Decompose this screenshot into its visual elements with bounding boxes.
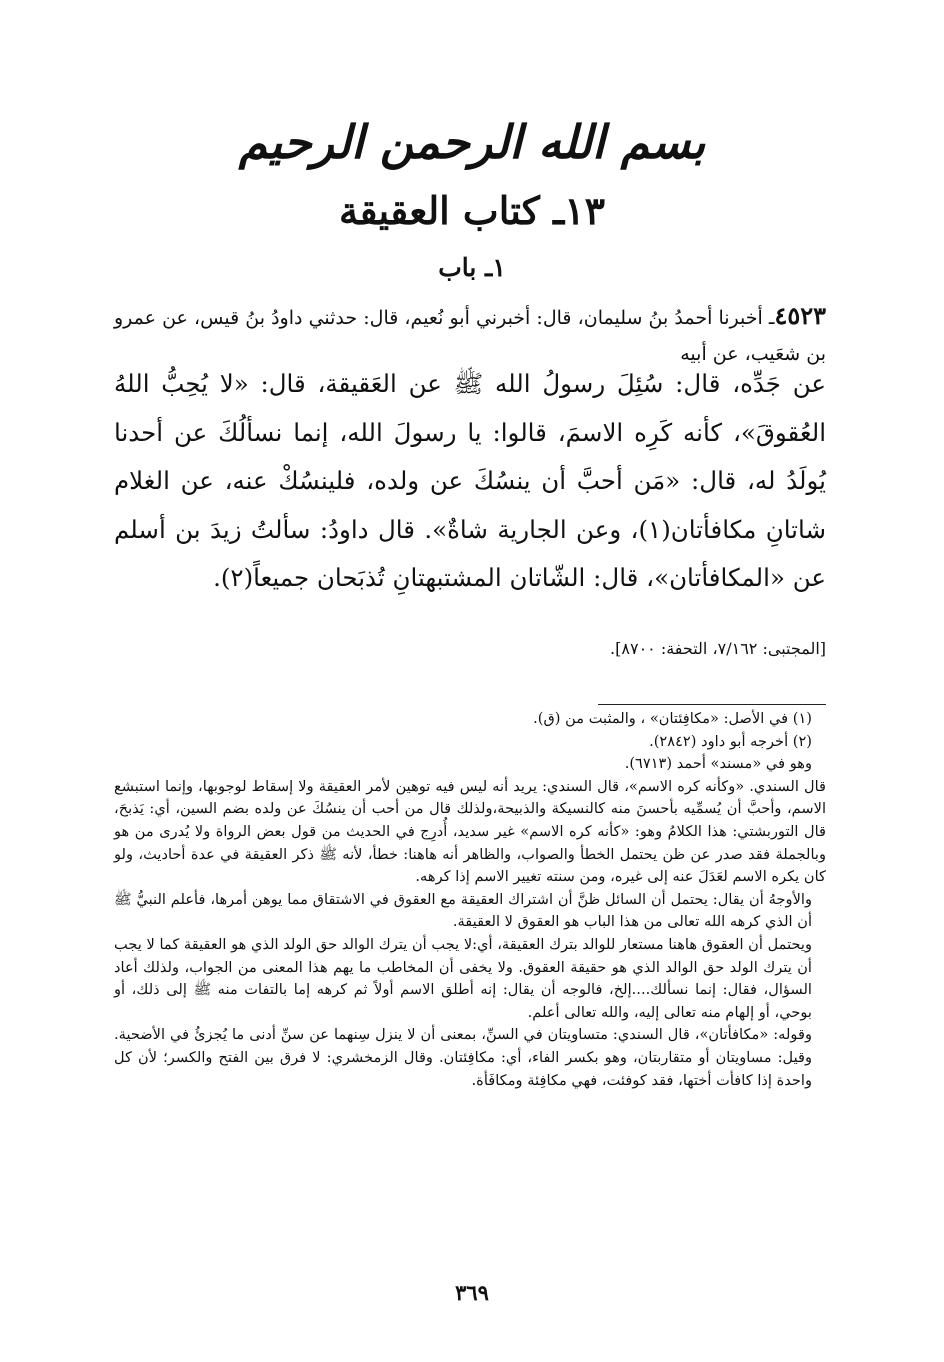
footnote-divider xyxy=(598,704,826,705)
footnote-commentary-2: والأوجهُ أن يقال: يحتمل أن السائل ظنَّ أن اشتراك العقيقة مع العقوق في الاشتقاق مما يوهن أمرها، فأعلم النبيُّ ﷺ أن الذي كرهه الله تعالى من هذا الباب هو العقوق لا العقيقة. xyxy=(114,890,812,931)
footnote-commentary-3: ويحتمل أن العقوق هاهنا مستعار للوالد بترك العقيقة، أي:لا يجب أن يترك الوالد حق الولد الذي هو العقيقة كما لا يجب أن يترك الولد حق الوالد الذي هو حقيقة العقوق. ولا يخفى أن المخاطب ما يهم هذا المعنى من الجواب، ولذلك أعاد السؤال، فقال: إنما نسألك....إلخ، فالوجه أن يقال: إنه أطلق الاسم أولاً ثم كرهه إما بالتفات منه ﷺ إلى ذلك، أو بوحي، أو إلهام منه تعالى إليه، والله تعالى أعلم. xyxy=(114,935,812,1021)
hadith-matn: عن جَدِّه، قال: سُئِلَ رسولُ الله ﷺ عن العَقيقة، قال: «لا يُحِبُّ اللهُ العُقوقَ»، كأنه كَرِه الاسمَ، قالوا: يا رسولَ الله، إنما نسألُكَ عن أحدنا يُولَدُ له، قال: «مَن أحبَّ أن ينسُكَ عن ولده، فلينسُكْ عنه، عن الغلام شاتانِ مكافأتان(١)، وعن الجارية شاةٌ». قال داودُ: سألتُ زيدَ بن أسلم عن «المكافأتان»، قال: الشّاتان المشتبهتانِ تُذبَحان جميعاً(٢). xyxy=(114,369,826,593)
hadith-isnad-text: ـ أخبرنا أحمدُ بنُ سليمان، قال: أخبرني أبو نُعيم، قال: حدثني داودُ بنُ قيس، عن عمرو بن شعَيب، عن أبيه xyxy=(114,307,826,365)
footnote-commentary-1: قال السندي. «وكأنه كره الاسم»، قال السندي: يريد أنه ليس فيه توهين لأمر العقيقة ولا إسقاط لوجوبها، وإنما استبشع الاسم، وأحبَّ أن يُسمِّيه بأحسنَ منه كالنسيكة والذبيحة،ولذلك قال من أحب أن ينسُكَ عن ولده بضم السين، أي: يَذبحَ، قال التوربشتي: هذا الكلامُ وهو: «كأنه كره الاسم» غير سديد، أُدرِج في الحديث من قول بعض الرواة ولا يُدرى من هو وبالجملة فقد صدر عن ظن يحتمل الخطأ والصواب، والظاهر أنه هاهنا: خطأ، لأنه ﷺ ذكر العقيقة في عدة أحاديث، ولو كان يكره الاسم لعَدَلَ عنه إلى غيره، ومن سنته تغيير الاسم إذا كرهه. xyxy=(114,777,826,886)
hadith-reference: [المجتبى: ٧/١٦٢، التحفة: ٨٧٠٠]. xyxy=(610,639,826,658)
footnote-2: (٢) أخرجه أبو داود (٢٨٤٢). xyxy=(649,732,812,750)
book-title: ١٣ـ كتاب العقيقة xyxy=(338,188,606,233)
basmala-calligraphy: بسم الله الرحمن الرحيم xyxy=(238,115,706,169)
chapter-title: ١ـ باب xyxy=(438,253,506,282)
footnotes xyxy=(114,708,826,1092)
footnote-1: (١) في الأصل: «مكافِئتان» ، والمثبت من (ق). xyxy=(533,710,812,727)
page-number: ٣٦٩ xyxy=(455,1280,489,1305)
hadith-number: ٤٥٢٣ xyxy=(774,301,826,330)
footnote-commentary-4: وقوله: «مكافأتان»، قال السندي: متساويتان في السنِّ، بمعنى أن لا ينزل سِنهما عن سنِّ أدنى ما يُجزئُ في الأضحية. وقيل: مساويتان أو متقاربتان، وهو بكسر الفاء، أي: مكافِئتان. وقال الزمخشري: لا فرق بين الفتح والكسر؛ لأن كل واحدة إذا كافأت أختها، فقد كوفئت، فهي مكافِئة ومكافَأة. xyxy=(114,1026,812,1089)
footnote-2-cont: وهو في «مسند» أحمد (٦٧١٣). xyxy=(624,755,812,773)
